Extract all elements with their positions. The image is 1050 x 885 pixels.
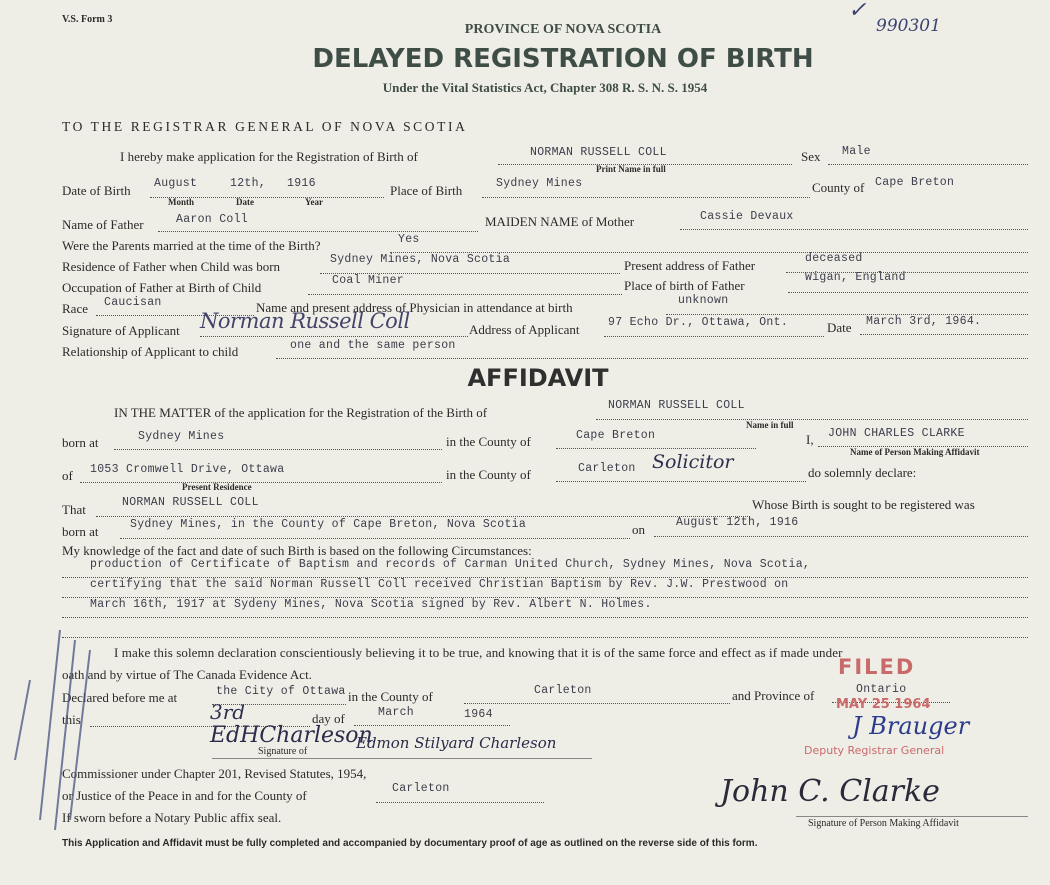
father-addr-label: Present address of Father: [624, 258, 756, 273]
seal-strokes-icon: [0, 620, 120, 840]
year-caption: Year: [305, 197, 323, 207]
solemn-declaration-1: I make this solemn declaration conscientiously believing it to be true, and knowing that it is of the same force and effect as if made under: [114, 645, 843, 660]
father-label: Name of Father: [62, 217, 144, 232]
county-label-3: in the County of: [446, 467, 531, 482]
date-caption: Date: [236, 197, 254, 207]
declared-county: Carleton: [534, 684, 592, 697]
whose-label: Whose Birth is sought to be registered was: [752, 497, 975, 512]
registrar-signature: J Brauger: [852, 712, 970, 740]
county-value: Cape Breton: [875, 176, 955, 189]
addressee: TO THE REGISTRAR GENERAL OF NOVA SCOTIA: [62, 119, 468, 134]
born-at-value-2: Sydney Mines, in the County of Cape Breton, Nova Scotia: [130, 518, 527, 531]
declared-day: 3rd: [210, 700, 246, 724]
circumstance-line: production of Certificate of Baptism and records of Carman United Church, Sydney Mines, Nova Scotia,: [90, 558, 811, 571]
residence-caption: Present Residence: [182, 482, 252, 492]
matter-name-caption: Name in full: [746, 420, 794, 430]
justice-label: or Justice of the Peace in and for the County of: [62, 788, 307, 803]
solemn-declaration-2: oath and by virtue of The Canada Evidence Act.: [62, 667, 312, 682]
in-county-label: in the County of: [348, 689, 433, 704]
matter-name: NORMAN RUSSELL COLL: [608, 399, 745, 412]
place-label: Place of Birth: [390, 183, 463, 198]
born-on-value: August 12th, 1916: [676, 516, 799, 529]
of-label: of: [62, 468, 73, 483]
declared-label: Declared before me at: [62, 690, 178, 705]
deponent-signature: John C. Clarke: [720, 774, 940, 809]
occupation-value: Coal Miner: [332, 274, 405, 287]
commissioner-name: Edmon Stilyard Charleson: [356, 734, 557, 752]
circumstance-line: certifying that the said Norman Russell Coll received Christian Baptism by Rev. J.W. Prestwood on: [90, 578, 789, 591]
form-title: DELAYED REGISTRATION OF BIRTH: [312, 44, 814, 74]
affidavit-county: Cape Breton: [576, 429, 656, 442]
affidavit-title: AFFIDAVIT: [467, 364, 609, 392]
deponent-occupation: Solicitor: [652, 451, 734, 473]
deponent-caption: Name of Person Making Affidavit: [850, 447, 980, 457]
on-label: on: [632, 522, 645, 537]
occupation-label: Occupation of Father at Birth of Child: [62, 280, 262, 295]
relationship-label: Relationship of Applicant to child: [62, 344, 239, 359]
that-label: That: [62, 502, 86, 517]
father-value: Aaron Coll: [176, 213, 249, 226]
province-label: and Province of: [732, 688, 815, 703]
declared-year: 1964: [464, 708, 493, 721]
declare-label: do solemnly declare:: [808, 465, 917, 480]
born-at-value: Sydney Mines: [138, 430, 225, 443]
commissioner-signature: EdHCharleson: [210, 723, 373, 748]
county-label-2: in the County of: [446, 434, 531, 449]
place-value: Sydney Mines: [496, 177, 583, 190]
father-birthplace-value: Wigan, England: [805, 271, 906, 284]
married-value: Yes: [398, 233, 420, 246]
child-name: NORMAN RUSSELL COLL: [530, 146, 667, 159]
physician-label: Name and present address of Physician in attendance at birth: [256, 300, 573, 315]
born-at-label: born at: [62, 435, 99, 450]
province-heading: PROVINCE OF NOVA SCOTIA: [464, 22, 662, 37]
applicant-addr-label: Address of Applicant: [469, 322, 580, 337]
name-caption: Print Name in full: [596, 164, 666, 174]
footer-note: This Application and Affidavit must be fully completed and accompanied by documentary proof of age as outlined on the reverse side of this form.: [62, 838, 758, 849]
applicant-addr-value: 97 Echo Dr., Ottawa, Ont.: [608, 316, 789, 329]
county-label: County of: [812, 180, 865, 195]
father-addr-value: deceased: [805, 252, 863, 265]
dob-date: 12th,: [230, 177, 267, 190]
registrar-role: Deputy Registrar General: [804, 744, 945, 757]
that-name: NORMAN RUSSELL COLL: [122, 496, 259, 509]
father-birthplace-label: Place of birth of Father: [624, 278, 745, 293]
declared-province: Ontario: [856, 683, 907, 696]
father-res-value: Sydney Mines, Nova Scotia: [330, 253, 511, 266]
signature-label: Signature of Applicant: [62, 323, 180, 338]
filed-date: MAY 25 1964: [836, 697, 931, 712]
married-label: Were the Parents married at the time of the Birth?: [62, 238, 321, 253]
knowledge-label: My knowledge of the fact and date of such Birth is based on the following Circumstances:: [62, 543, 532, 558]
sex-label: Sex: [801, 149, 821, 164]
circumstance-line: March 16th, 1917 at Sydeny Mines, Nova Scotia signed by Rev. Albert N. Holmes.: [90, 598, 652, 611]
deponent-name: JOHN CHARLES CLARKE: [828, 427, 965, 440]
deponent-signature-caption: Signature of Person Making Affidavit: [808, 818, 959, 829]
date-label: Date: [827, 320, 852, 335]
justice-county: Carleton: [392, 782, 450, 795]
check-mark-icon: ✓: [848, 0, 867, 23]
matter-label: IN THE MATTER of the application for the Registration of the Birth of: [114, 405, 488, 420]
mother-value: Cassie Devaux: [700, 210, 794, 223]
declared-at: the City of Ottawa: [216, 685, 346, 698]
intro-label: I hereby make application for the Registration of Birth of: [120, 149, 418, 164]
dob-month: August: [154, 177, 198, 190]
race-label: Race: [62, 301, 88, 316]
sex-value: Male: [842, 145, 871, 158]
form-subtitle: Under the Vital Statistics Act, Chapter 308 R. S. N. S. 1954: [382, 80, 708, 95]
filed-stamp: FILED: [838, 655, 916, 679]
month-caption: Month: [168, 197, 195, 207]
born-at-label-2: born at: [62, 524, 99, 539]
date-value: March 3rd, 1964.: [866, 315, 982, 328]
file-number: 990301: [876, 16, 941, 36]
dob-year: 1916: [287, 177, 316, 190]
deponent-county: Carleton: [578, 462, 636, 475]
applicant-signature: Norman Russell Coll: [200, 309, 410, 333]
residence-value: 1053 Cromwell Drive, Ottawa: [90, 463, 285, 476]
day-of-label: day of: [312, 711, 345, 726]
father-res-label: Residence of Father when Child was born: [62, 259, 281, 274]
this-label: this: [62, 712, 81, 727]
mother-label: MAIDEN NAME of Mother: [485, 214, 635, 229]
signature-of-label: Signature of: [258, 746, 308, 757]
physician-value: unknown: [678, 294, 729, 307]
i-label: I,: [806, 432, 814, 447]
relationship-value: one and the same person: [290, 339, 456, 352]
declared-month: March: [378, 706, 415, 719]
notary-label: If sworn before a Notary Public affix seal.: [62, 810, 282, 825]
form-number: V.S. Form 3: [62, 14, 113, 25]
dob-label: Date of Birth: [62, 183, 131, 198]
commissioner-label: Commissioner under Chapter 201, Revised Statutes, 1954,: [62, 766, 367, 781]
race-value: Caucisan: [104, 296, 162, 309]
